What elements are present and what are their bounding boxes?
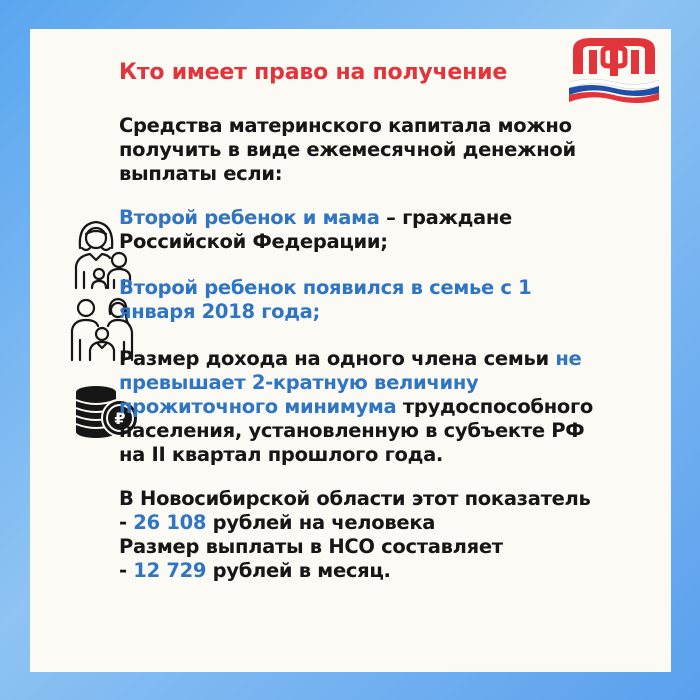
page-title: Кто имеет право на получение <box>119 60 508 85</box>
condition-2: Второй ребенок появился в семье с 1 января 2018 года; <box>119 276 532 323</box>
condition-3: Размер дохода на одного члена семьи не превышает 2-кратную величину прожиточного минимума трудоспособного населения, установленную в субъекте РФ на II квартал прошлого года. <box>119 347 593 466</box>
region-info: В Новосибирской области этот показатель - 26 108 рублей на человека Размер выплаты в НСО составляет - 12 729 рублей в месяц. <box>119 487 591 582</box>
svg-text:₽: ₽ <box>114 409 126 428</box>
intro-text: Средства материнского капитала можно получить в виде ежемесячной денежной выплаты если: <box>119 114 576 185</box>
pfr-logo-icon <box>569 36 659 106</box>
payment-amount-value: 12 729 <box>133 559 207 582</box>
condition-1: Второй ребенок и мама – граждане Российской Федерации; <box>119 206 512 253</box>
income-threshold-value: 26 108 <box>133 511 207 534</box>
